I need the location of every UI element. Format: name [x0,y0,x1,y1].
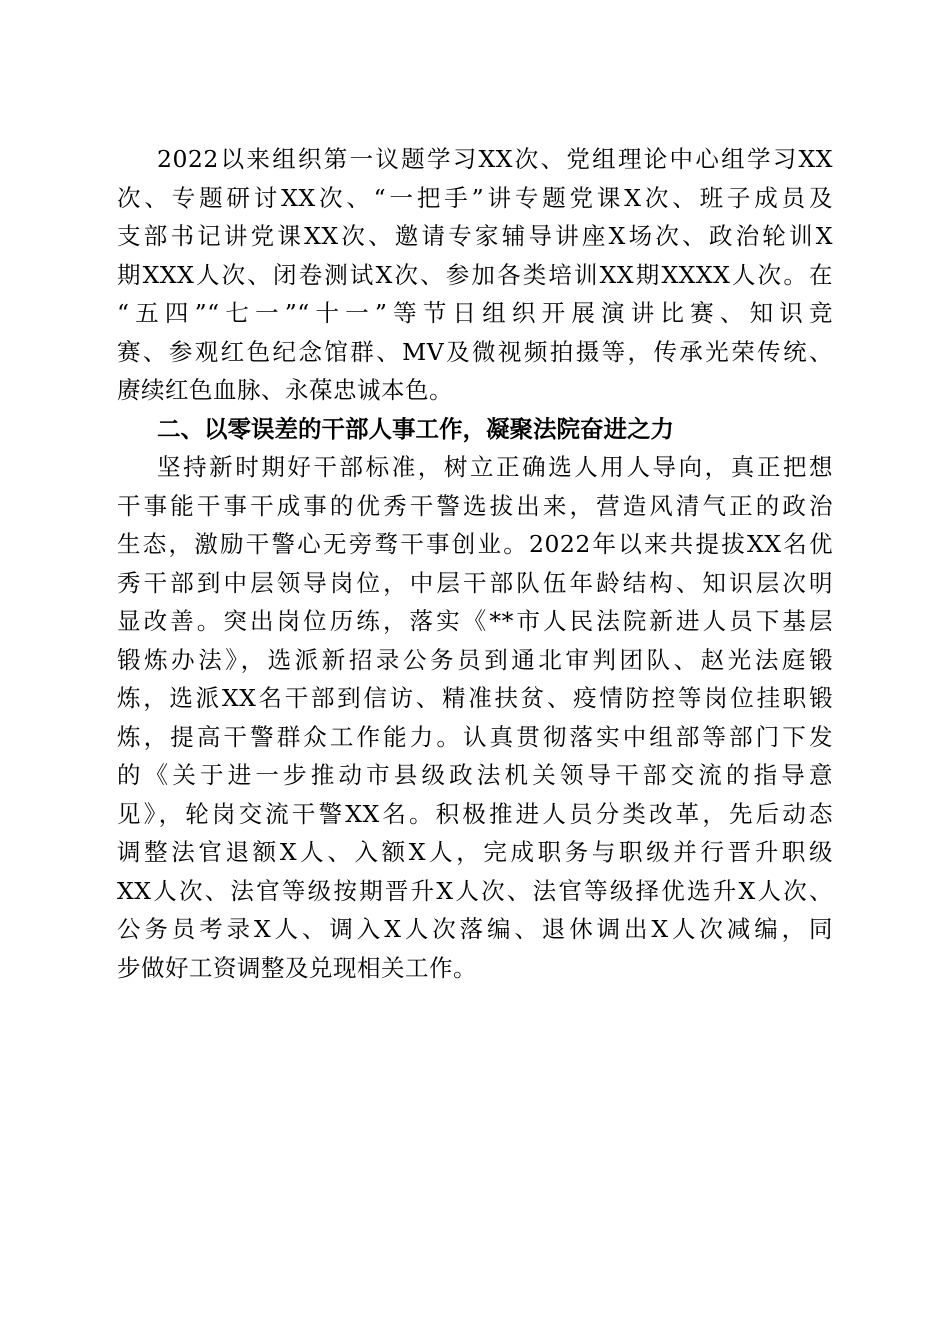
paragraph-line: 公务员考录X人、调入X人次落编、退休调出X人次减编，同 [117,915,833,943]
paragraph-party-study [117,140,833,410]
paragraph-line: 调整法官退额X人、入额X人，完成职务与职级并行晋升职级 [117,838,833,866]
paragraph-line: 2022以来组织第一议题学习XX次、党组理论中心组学习XX [157,145,833,173]
paragraph-line: 锻炼办法》，选派新招录公务员到通北审判团队、赵光法庭锻 [117,645,833,674]
paragraph-line: 赓续红色血脉、永葆忠诚本色。 [117,376,453,404]
paragraph-line: 步做好工资调整及兑现相关工作。 [117,953,477,982]
paragraph-line: 秀干部到中层领导岗位，中层干部队伍年龄结构、知识层次明 [117,568,833,597]
paragraph-line: 生态，激励干警心无旁骛干事创业。2022年以来共提拔XX名优 [117,530,833,558]
paragraph-line: 坚持新时期好干部标准，树立正确选人用人导向，真正把想 [157,453,833,481]
paragraph-line: 的《关于进一步推动市县级政法机关领导干部交流的指导意 [117,761,833,789]
paragraph-line: 干事能干事干成事的优秀干警选拔出来，营造风清气正的政治 [117,491,833,520]
paragraph-line: “五四”“七一”“十一”等节日组织开展演讲比赛、知识竞 [117,299,833,327]
paragraph-line: 炼，选派XX名干部到信访、精准扶贫、疫情防控等岗位挂职锻 [117,684,833,712]
paragraph-line: 期XXX人次、闭卷测试X次、参加各类培训XX期XXXX人次。在 [117,260,833,289]
paragraph-line: 见》，轮岗交流干警XX名。积极推进人员分类改革，先后动态 [117,799,833,828]
section-heading: 二、以零误差的干部人事工作，凝聚法院奋进之力 [157,414,674,443]
document-page [117,140,833,987]
paragraph-line: 支部书记讲党课XX次、邀请专家辅导讲座X场次、政治轮训X [117,222,833,250]
paragraph-line: XX人次、法官等级按期晋升X人次、法官等级择优选升X人次、 [117,876,833,905]
paragraph-line: 炼，提高干警群众工作能力。认真贯彻落实中组部等部门下发 [117,722,833,751]
paragraph-personnel-work [117,448,833,987]
paragraph-line: 次、专题研讨XX次、“一把手”讲专题党课X次、班子成员及 [117,183,833,212]
paragraph-line: 显改善。突出岗位历练，落实《**市人民法院新进人员下基层 [117,607,833,635]
paragraph-line: 赛、参观红色纪念馆群、MV及微视频拍摄等，传承光荣传统、 [117,337,833,366]
